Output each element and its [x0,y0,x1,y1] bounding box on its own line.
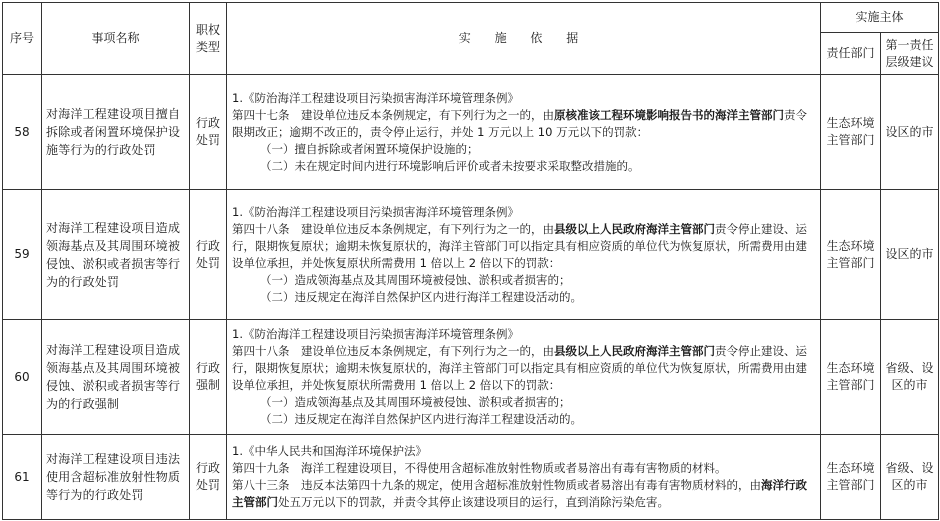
basis-law-title: 1.《防治海洋工程建设项目污染损害海洋环境管理条例》 [232,327,519,341]
basis-item: （一）造成领海基点及其周围环境被侵蚀、淤积或者损害的； [260,395,571,409]
row-item-name: 对海洋工程建设项目造成领海基点及其周围环境被侵蚀、淤积或者损害等行为的行政强制 [42,320,190,435]
row-basis [227,75,821,190]
table-row [3,320,939,435]
row-responsible-dept: 生态环境主管部门 [821,435,881,520]
basis-item: （一）造成领海基点及其周围环境被侵蚀、淤积或者损害的； [260,272,571,287]
basis-item: （二）违反规定在海洋自然保护区内进行海洋工程建设活动的。 [260,412,582,426]
basis-law-title: 1.《防治海洋工程建设项目污染损害海洋环境管理条例》 [232,204,519,219]
row-first-level: 省级、设区的市 [881,320,939,435]
row-seq: 60 [3,320,42,435]
basis-item: （二）未在规定时间内进行环境影响后评价或者未按要求采取整改措施的。 [260,158,640,173]
header-first-level: 第一责任层级建议 [881,33,939,75]
row-power-type: 行政处罚 [190,75,227,190]
row-seq: 59 [3,190,42,320]
row-first-level: 省级、设区的市 [881,435,939,520]
header-basis: 实 施 依 据 [227,3,821,75]
basis-item: （一）擅自拆除或者闲置环境保护设施的； [260,141,479,156]
table-row [3,75,939,190]
row-basis [227,190,821,320]
row-responsible-dept: 生态环境主管部门 [821,320,881,435]
basis-article: 第八十三条 违反本法第四十九条的规定，使用含超标准放射性物质或者易溶出有毒有害物质材料的，由海洋行政主管部门处五万元以下的罚款，并责令其停止该建设项目的运行，直到消除污染危害。 [232,478,807,509]
header-subject: 实施主体 [821,3,939,33]
row-power-type: 行政处罚 [190,435,227,520]
row-basis [227,320,821,435]
enforcement-table [2,2,939,520]
row-power-type: 行政处罚 [190,190,227,320]
row-responsible-dept: 生态环境主管部门 [821,190,881,320]
table-row [3,190,939,320]
row-power-type: 行政强制 [190,320,227,435]
header-seq: 序号 [3,3,42,75]
row-seq: 61 [3,435,42,520]
table-row [3,435,939,520]
row-item-name: 对海洋工程建设项目擅自拆除或者闲置环境保护设施等行为的行政处罚 [42,75,190,190]
header-responsible-dept: 责任部门 [821,33,881,75]
row-item-name: 对海洋工程建设项目造成领海基点及其周围环境被侵蚀、淤积或者损害等行为的行政处罚 [42,190,190,320]
basis-law-title: 1.《防治海洋工程建设项目污染损害海洋环境管理条例》 [232,90,519,105]
row-responsible-dept: 生态环境主管部门 [821,75,881,190]
row-first-level: 设区的市 [881,190,939,320]
basis-article: 第四十九条 海洋工程建设项目，不得使用含超标准放射性物质或者易溶出有毒有害物质的材料。 [232,461,727,475]
basis-article: 第四十七条 建设单位违反本条例规定，有下列行为之一的，由原核准该工程环境影响报告书的海洋主管部门责令限期改正；逾期不改正的，责令停止运行，并处 1 万元以上 10 万元以下的罚款： [232,107,807,139]
basis-item: （二）违反规定在海洋自然保护区内进行海洋工程建设活动的。 [260,289,582,304]
row-item-name: 对海洋工程建设项目违法使用含超标准放射性物质等行为的行政处罚 [42,435,190,520]
row-seq: 58 [3,75,42,190]
row-basis [227,435,821,520]
row-first-level: 设区的市 [881,75,939,190]
basis-article: 第四十八条 建设单位违反本条例规定，有下列行为之一的，由县级以上人民政府海洋主管部门责令停止建设、运行，限期恢复原状；逾期未恢复原状的，海洋主管部门可以指定具有相应资质的单位代为恢复原状，所需费用由建设单位承担，并处恢复原状所需费用 1 倍以上 2 倍以下的罚款： [232,221,807,270]
header-power-type: 职权类型 [190,3,227,75]
header-item-name: 事项名称 [42,3,190,75]
basis-law-title: 1.《中华人民共和国海洋环境保护法》 [232,444,427,458]
basis-article: 第四十八条 建设单位违反本条例规定，有下列行为之一的，由县级以上人民政府海洋主管部门责令停止建设、运行，限期恢复原状；逾期未恢复原状的，海洋主管部门可以指定具有相应资质的单位代为恢复原状，所需费用由建设单位承担，并处恢复原状所需费用 1 倍以上 2 倍以下的罚款： [232,344,807,392]
